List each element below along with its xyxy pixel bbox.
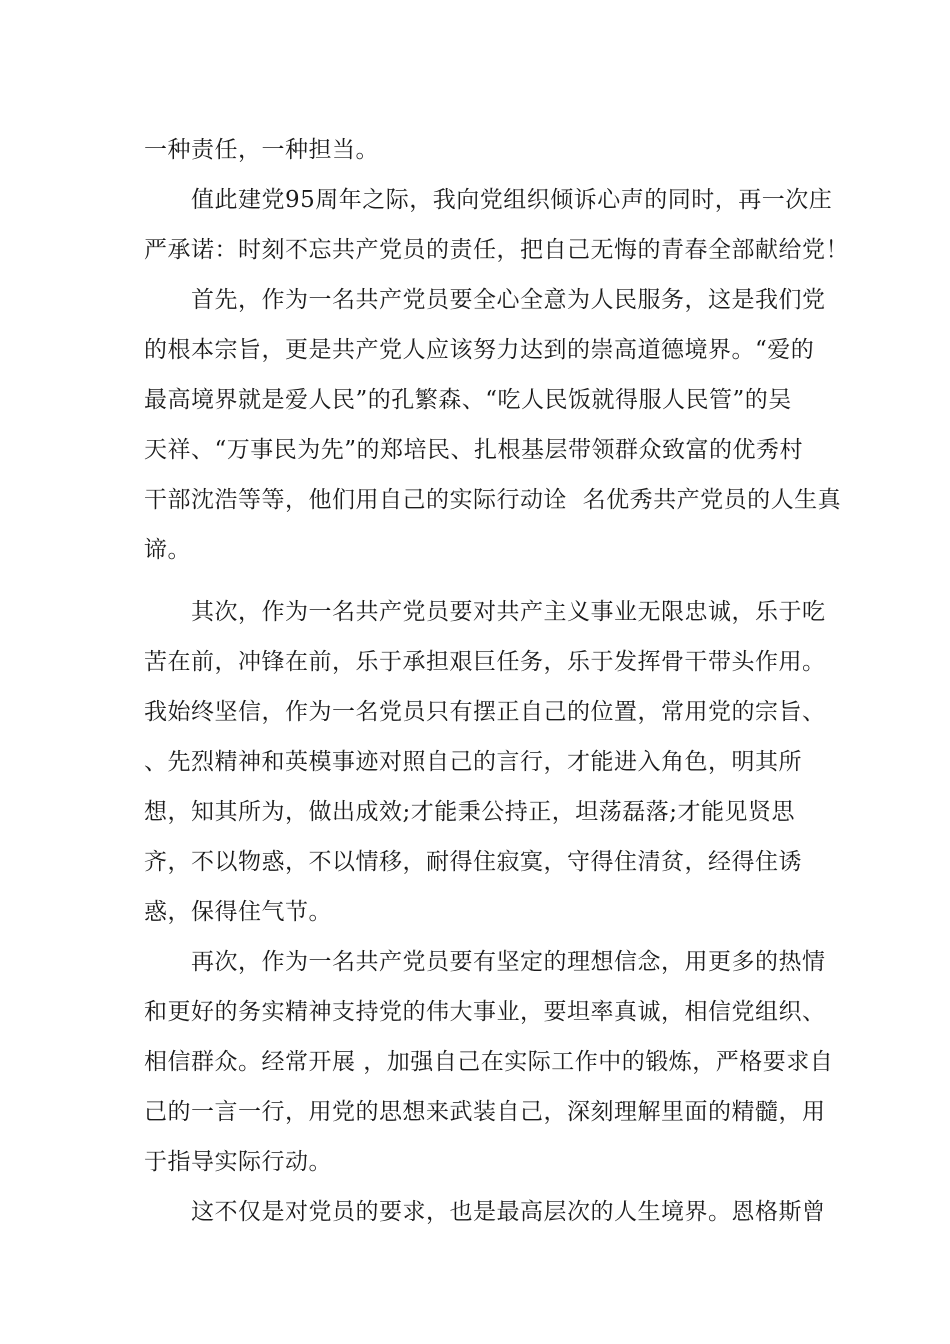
text-line: 首先，作为一名共产党员要全心全意为人民服务，这是我们党 — [191, 287, 826, 313]
text-line: 于指导实际行动。 — [144, 1149, 332, 1175]
text-line: 想，知其所为，做出成效;才能秉公持正，坦荡磊落;才能见贤思 — [144, 799, 795, 825]
text-line: 其次，作为一名共产党员要对共产主义事业无限忠诚，乐于吃 — [191, 599, 826, 625]
text-line: 值此建党95周年之际，我向党组织倾诉心声的同时，再一次庄 — [191, 187, 833, 213]
text-line: 一种责任，一种担当。 — [144, 137, 379, 163]
text-line: 齐，不以物惑，不以情移，耐得住寂寞，守得住清贫，经得住诱 — [144, 849, 802, 875]
text-line: 惑，保得住气节。 — [144, 899, 332, 925]
text-line: 再次，作为一名共产党员要有坚定的理想信念，用更多的热情 — [191, 949, 826, 975]
text-line: 谛。 — [144, 537, 191, 563]
text-line: 己的一言一行，用党的思想来武装自己，深刻理解里面的精髓，用 — [144, 1099, 826, 1125]
text-line: 天祥、“万事民为先”的郑培民、扎根基层带领群众致富的优秀村 — [144, 437, 804, 463]
text-line: 这不仅是对党员的要求，也是最高层次的人生境界。恩格斯曾 — [191, 1199, 826, 1225]
text-line: 和更好的务实精神支持党的伟大事业，要坦率真诚，相信党组织、 — [144, 999, 826, 1025]
text-line: 严承诺：时刻不忘共产党员的责任，把自己无悔的青春全部献给党！ — [144, 237, 849, 263]
text-line: 苦在前，冲锋在前，乐于承担艰巨任务，乐于发挥骨干带头作用。 — [144, 649, 826, 675]
text-line: 最高境界就是爱人民”的孔繁森、“吃人民饭就得服人民管”的吴 — [144, 387, 792, 413]
text-line: 的根本宗旨，更是共产党人应该努力达到的崇高道德境界。“爱的 — [144, 337, 815, 363]
text-line: 相信群众。经常开展 ，加强自己在实际工作中的锻炼，严格要求自 — [144, 1049, 834, 1075]
text-line: 我始终坚信，作为一名党员只有摆正自己的位置，常用党的宗旨、 — [144, 699, 826, 725]
text-line: 、先烈精神和英模事迹对照自己的言行，才能进入角色，明其所 — [144, 749, 802, 775]
text-line: 干部沈浩等等，他们用自己的实际行动诠 名优秀共产党员的人生真 — [144, 487, 842, 513]
